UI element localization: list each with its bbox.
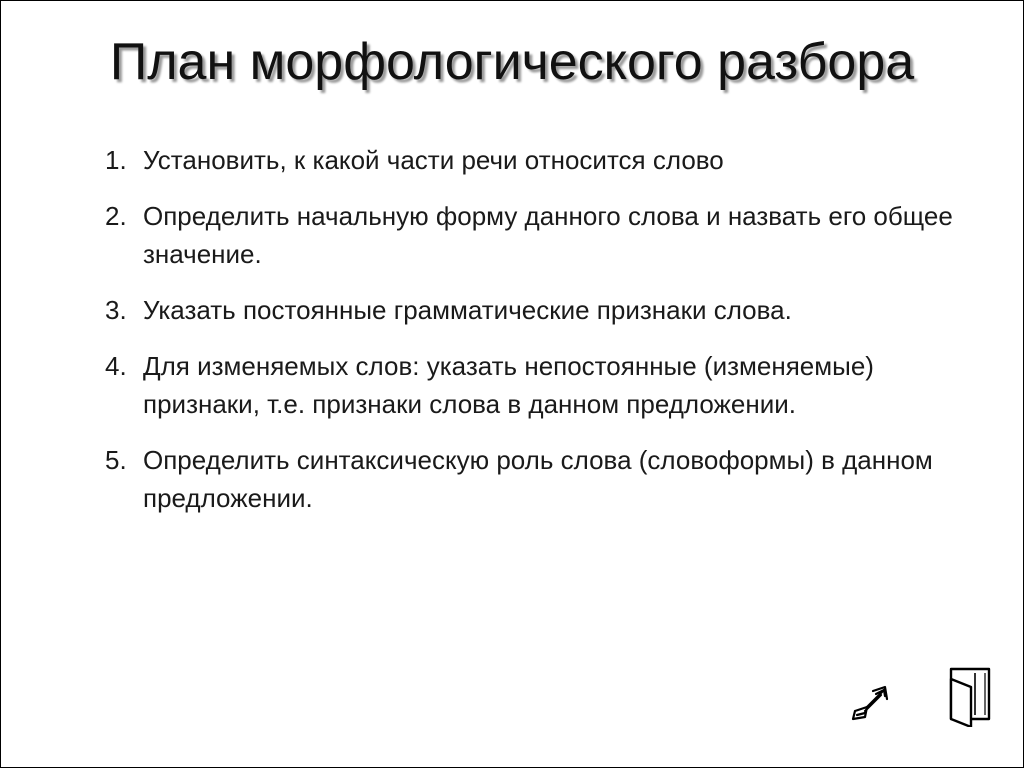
plan-item-text: Для изменяемых слов: указать непостоянные (изменяемые) признаки, т.е. признаки слова в данном предложении. xyxy=(143,351,874,419)
exit-door-icon xyxy=(939,665,997,727)
plan-item-text: Определить синтаксическую роль слова (словоформы) в данном предложении. xyxy=(143,445,933,513)
plan-item-1 xyxy=(105,141,965,179)
plan-item-number: 2. xyxy=(105,201,127,231)
plan-item-number: 5. xyxy=(105,445,127,475)
plan-item-text: Указать постоянные грамматические признаки слова. xyxy=(143,295,792,325)
plan-item-5 xyxy=(105,441,965,517)
plan-item-text: Определить начальную форму данного слова и назвать его общее значение. xyxy=(143,201,953,269)
plan-item-text: Установить, к какой части речи относится слово xyxy=(143,145,724,175)
exit-button[interactable] xyxy=(939,665,997,727)
plan-list xyxy=(105,141,965,535)
plan-item-2 xyxy=(105,197,965,273)
back-button[interactable] xyxy=(847,665,899,727)
slide-title: План морфологического разбора xyxy=(109,33,915,91)
plan-item-number: 1. xyxy=(105,145,127,175)
plan-item-4 xyxy=(105,347,965,423)
return-arrow-icon xyxy=(847,665,899,727)
plan-item-3 xyxy=(105,291,965,329)
plan-item-number: 3. xyxy=(105,295,127,325)
plan-item-number: 4. xyxy=(105,351,127,381)
